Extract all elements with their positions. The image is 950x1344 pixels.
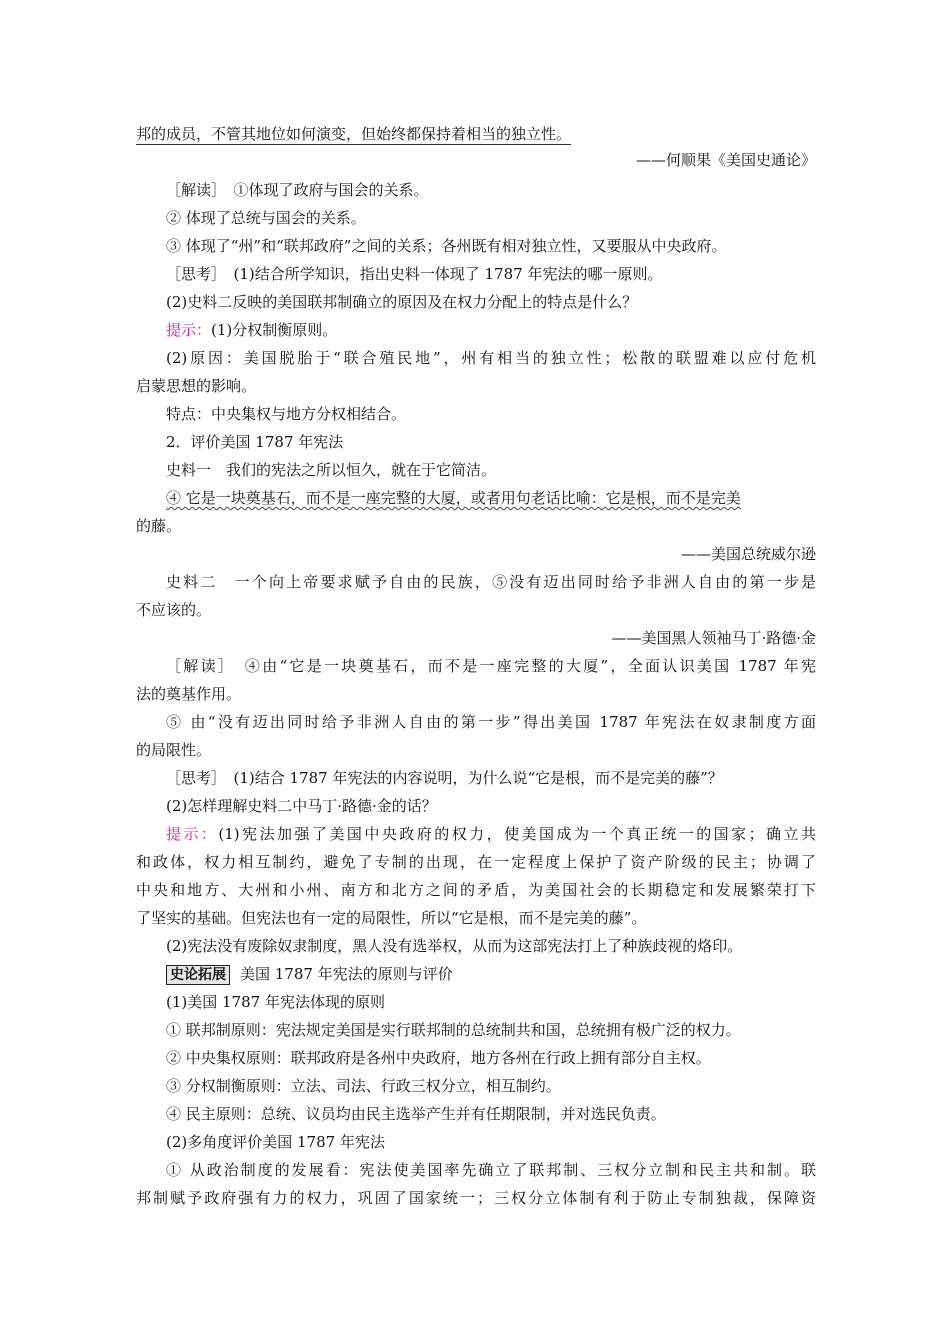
evaluation-line: ① 从政治制度的发展看：宪法使美国率先确立了联邦制、三权分立制和民主共和制。联 [166,1161,816,1179]
material-line: 史料一 我们的宪法之所以恒久，就在于它简洁。 [166,461,497,479]
hint-line [166,317,816,343]
hint-line: (2)原因：美国脱胎于“联合殖民地”，州有相当的独立性；松散的联盟难以应付危机 [166,349,816,367]
quote-text: 邦的成员，不管其地位如何演变，但始终都保持着相当的独立性。 [136,125,572,143]
hint-text: (1)分权制衡原则。 [211,321,338,339]
principle-item: ③ 分权制衡原则：立法、司法、行政三权分立，相互制约。 [166,1077,561,1095]
hint-line: 中央和地方、大州和小州、南方和北方之间的矛盾，为美国社会的长期稳定和发展繁荣打下 [136,881,816,899]
extension-subheading: (2)多角度评价美国 1787 年宪法 [166,1133,385,1151]
interpret-line: ［解读］ ④由“它是一块奠基石，而不是一座完整的大厦”，全面认识美国 1787 年宪 [166,657,816,675]
interpret-line: 法的奠基作用。 [136,685,242,703]
interpret-line: ⑤ 由“没有迈出同时给予非洲人自由的第一步”得出美国 1787 年宪法在奴隶制度方面 [166,713,816,731]
quote-line [136,121,816,147]
hint-line: 了坚实的基础。但宪法也有一定的局限性，所以“它是根，而不是完美的藤”。 [136,909,647,927]
interpret-line: 的局限性。 [136,741,212,759]
interpret-line: ［解读］ ①体现了政府与国会的关系。 [166,181,429,199]
hint-line [166,821,816,847]
hint-line: 和政体，权力相互制约，避免了专制的出现，在一定程度上保护了资产阶级的民主；协调了 [136,853,816,871]
material-line: 的藤。 [136,517,182,535]
hint-label: 提示： [166,321,212,339]
hint-line: (2)宪法没有废除奴隶制度，黑人没有选举权，从而为这部宪法打上了种族歧视的烙印。 [166,937,743,955]
material-source: ——美国总统威尔逊 [680,545,816,563]
interpret-line: ③ 体现了“州”和“联邦政府”之间的关系；各州既有相对独立性，又要服从中央政府。 [166,237,727,255]
extension-heading [166,961,816,987]
think-line: (2)怎样理解史料二中马丁·路德·金的话？ [166,797,437,815]
think-line: ［思考］ (1)结合所学知识，指出史料一体现了 1787 年宪法的哪一原则。 [166,265,663,283]
think-line: ［思考］ (1)结合 1787 年宪法的内容说明，为什么说“它是根，而不是完美的藤”？ [166,769,723,787]
extension-title: 美国 1787 年宪法的原则与评价 [240,965,453,983]
material-source: ——美国黑人领袖马丁·路德·金 [611,629,816,647]
hint-line: 启蒙思想的影响。 [136,377,257,395]
section-heading: 2．评价美国 1787 年宪法 [166,433,344,451]
quote-source: ——何顺果《美国史通论》 [635,151,816,169]
material-text: ④ 它是一块奠基石，而不是一座完整的大厦，或者用句老话比喻：它是根，而不是完美 [166,489,741,507]
interpret-line: ② 体现了总统与国会的关系。 [166,209,366,227]
extension-subheading: (1)美国 1787 年宪法体现的原则 [166,993,385,1011]
hint-feature: 特点：中央集权与地方分权相结合。 [166,405,407,423]
principle-item: ① 联邦制原则：宪法规定美国是实行联邦制的总统制共和国，总统拥有极广泛的权力。 [166,1021,741,1039]
material-line [166,485,816,511]
material-line: 史料二 一个向上帝要求赋予自由的民族，⑤没有迈出同时给予非洲人自由的第一步是 [166,573,816,591]
principle-item: ④ 民主原则：总统、议员均由民主选举产生并有任期限制，并对选民负责。 [166,1105,666,1123]
material-line: 不应该的。 [136,601,212,619]
hint-label: 提示： [166,825,219,843]
think-line: (2)史料二反映的美国联邦制确立的原因及在权力分配上的特点是什么？ [166,293,638,311]
hint-text: (1)宪法加强了美国中央政府的权力，使美国成为一个真正统一的国家；确立共 [218,825,816,843]
principle-item: ② 中央集权原则：联邦政府是各州中央政府，地方各州在行政上拥有部分自主权。 [166,1049,711,1067]
evaluation-line: 邦制赋予政府强有力的权力，巩固了国家统一；三权分立体制有利于防止专制独裁，保障资 [136,1189,816,1207]
extension-tag: 史论拓展 [166,965,230,985]
